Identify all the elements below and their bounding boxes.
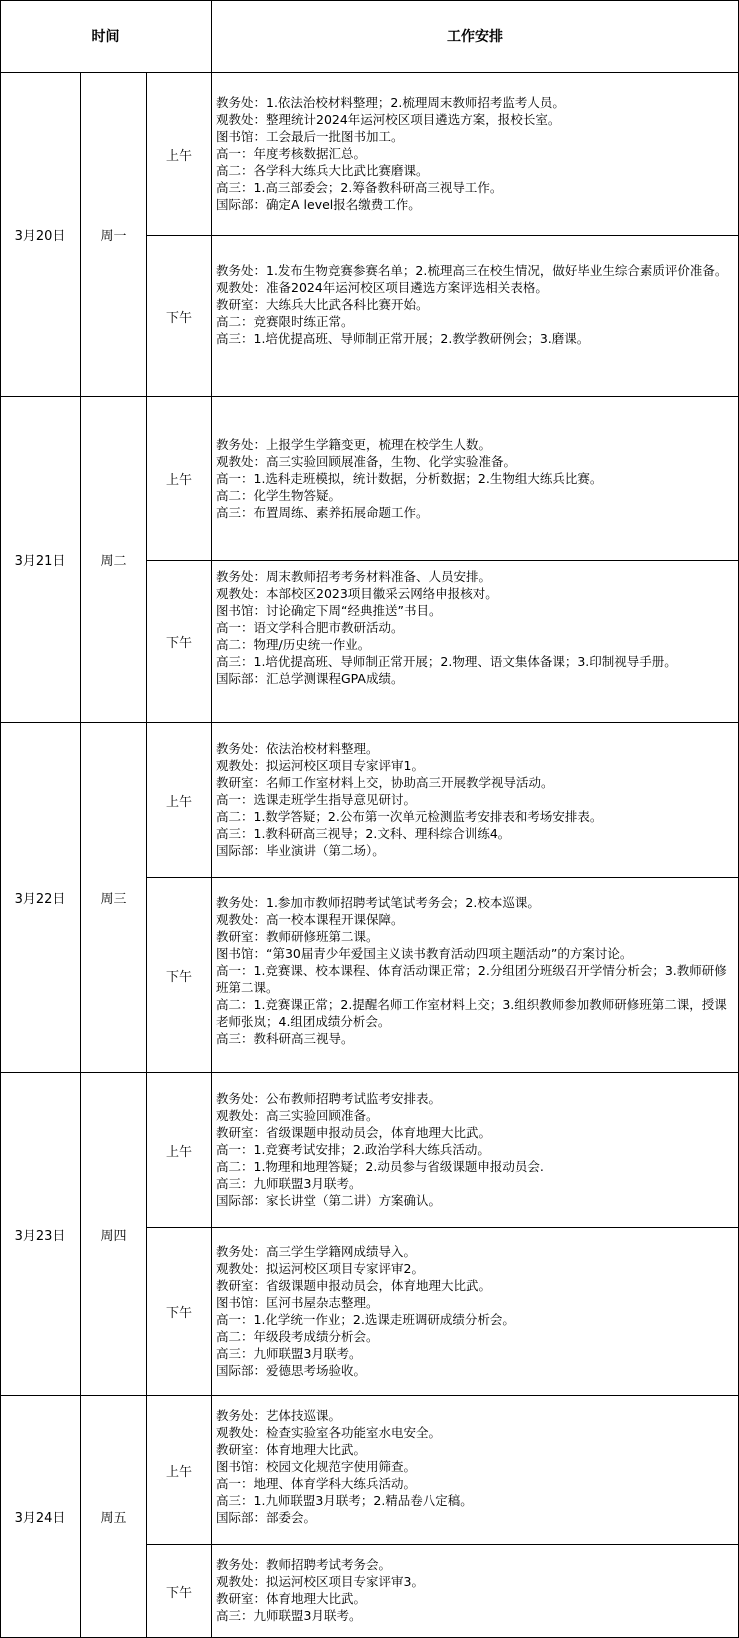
work-item: 高二：化学生物答疑。 xyxy=(216,488,342,503)
work-item: 教务处：1.依法治校材料整理；2.梳理周末教师招考监考人员。 xyxy=(216,95,565,110)
work-item: 教务处：高三学生学籍网成绩导入。 xyxy=(216,1244,417,1259)
work-items xyxy=(216,1556,734,1624)
header-work: 工作安排 xyxy=(447,29,503,45)
work-item: 高二：1.物理和地理答疑；2.动员参与省级课题申报动员会. xyxy=(216,1159,544,1174)
period-cell: 下午 xyxy=(165,969,192,985)
work-item: 高一：1.化学统一作业；2.选课走班调研成绩分析会。 xyxy=(216,1312,515,1327)
work-items xyxy=(216,894,734,1047)
work-item: 高三：九师联盟3月联考。 xyxy=(216,1608,362,1623)
work-item: 高一：选课走班学生指导意见研讨。 xyxy=(216,792,417,807)
work-item: 高一：1.竞赛课、校本课程、体育活动课正常；2.分组团分班级召开学情分析会；3.教师研修班第二课。 xyxy=(216,963,727,995)
work-item: 高三：1.教科研高三视导；2.文科、理科综合训练4。 xyxy=(216,826,511,841)
period-cell: 下午 xyxy=(165,1306,192,1321)
grid-line xyxy=(146,235,739,236)
work-item: 教研室：大练兵大比武各科比赛开始。 xyxy=(216,297,429,312)
work-item: 高三：1.九师联盟3月联考；2.精品卷八定稿。 xyxy=(216,1493,473,1508)
work-item: 国际部：部委会。 xyxy=(216,1510,317,1525)
work-item: 观教处：准备2024年运河校区项目遴选方案评选相关表格。 xyxy=(216,280,548,295)
work-item: 观教处：整理统计2024年运河校区项目遴选方案，报校长室。 xyxy=(216,112,561,127)
work-item: 观教处：拟运河校区项目专家评审1。 xyxy=(216,758,424,773)
work-item: 高二：各学科大练兵大比武比赛磨课。 xyxy=(216,163,429,178)
work-item: 高一：1.选科走班模拟，统计数据，分析数据；2.生物组大练兵比赛。 xyxy=(216,471,603,486)
work-items xyxy=(216,94,734,213)
work-item: 观教处：检查实验室各功能室水电安全。 xyxy=(216,1425,442,1440)
work-item: 教研室：教师研修班第二课。 xyxy=(216,929,379,944)
work-item: 高二：物理/历史统一作业。 xyxy=(216,637,371,652)
work-item: 教研室：省级课题申报动员会，体育地理大比武。 xyxy=(216,1278,492,1293)
date-cell: 3月24日 xyxy=(14,1511,66,1526)
work-item: 教研室：名师工作室材料上交，协助高三开展教学视导活动。 xyxy=(216,775,554,790)
weekday-cell: 周一 xyxy=(100,229,127,244)
period-cell: 上午 xyxy=(165,473,192,488)
period-cell: 上午 xyxy=(165,1144,192,1160)
weekday-cell: 周四 xyxy=(100,1228,127,1244)
work-item: 高二：1.竞赛课正常；2.提醒名师工作室材料上交；3.组织教师参加教师研修班第二课，授课老师张岚；4.组团成绩分析会。 xyxy=(216,997,727,1029)
work-item: 教务处：公布教师招聘考试监考安排表。 xyxy=(216,1091,442,1106)
work-item: 高一：语文学科合肥市教研活动。 xyxy=(216,620,404,635)
weekday-cell: 周二 xyxy=(100,554,127,569)
work-item: 国际部：毕业演讲（第二场）。 xyxy=(216,843,385,858)
date-cell: 3月23日 xyxy=(14,1228,66,1244)
work-items xyxy=(216,1407,734,1526)
work-item: 教务处：1.参加市教师招聘考试笔试考务会；2.校本巡课。 xyxy=(216,895,540,910)
work-item: 图书馆：匡河书屋杂志整理。 xyxy=(216,1295,379,1310)
period-cell: 上午 xyxy=(165,794,192,810)
work-item: 教务处：依法治校材料整理。 xyxy=(216,741,379,756)
grid-line xyxy=(146,1544,739,1545)
work-items xyxy=(216,1243,734,1379)
work-item: 图书馆：工会最后一批图书加工。 xyxy=(216,129,404,144)
work-item: 观教处：高三实验回顾准备。 xyxy=(216,1108,379,1123)
work-item: 高三：布置周练、素养拓展命题工作。 xyxy=(216,505,429,520)
work-item: 国际部：家长讲堂（第二讲）方案确认。 xyxy=(216,1193,442,1208)
date-cell: 3月22日 xyxy=(14,892,66,907)
work-item: 高三：1.培优提高班、导师制正常开展；2.教学教研例会；3.磨课。 xyxy=(216,331,590,346)
work-item: 国际部：爱德思考场验收。 xyxy=(216,1363,367,1378)
period-cell: 上午 xyxy=(165,148,192,164)
work-item: 教研室：省级课题申报动员会，体育地理大比武。 xyxy=(216,1125,492,1140)
header-time: 时间 xyxy=(91,29,120,45)
work-item: 高一：年度考核数据汇总。 xyxy=(216,146,367,161)
work-item: 高三：九师联盟3月联考。 xyxy=(216,1176,362,1191)
work-items xyxy=(216,568,734,687)
period-cell: 上午 xyxy=(165,1464,192,1480)
grid-line xyxy=(146,1227,739,1228)
work-item: 观教处：拟运河校区项目专家评审3。 xyxy=(216,1574,424,1589)
period-cell: 下午 xyxy=(165,1585,192,1601)
work-item: 高二：年级段考成绩分析会。 xyxy=(216,1329,379,1344)
work-item: 观教处：高三实验回顾展准备，生物、化学实验准备。 xyxy=(216,454,517,469)
work-item: 高二：1.数学答疑；2.公布第一次单元检测监考安排表和考场安排表。 xyxy=(216,809,603,824)
work-item: 教研室：体育地理大比武。 xyxy=(216,1442,367,1457)
weekday-cell: 周五 xyxy=(100,1511,127,1526)
work-item: 高二：竞赛限时练正常。 xyxy=(216,314,354,329)
work-item: 图书馆：“第30届青少年爱国主义读书教育活动四项主题活动”的方案讨论。 xyxy=(216,946,633,961)
work-item: 图书馆：讨论确定下周“经典推送”书目。 xyxy=(216,603,442,618)
grid-line xyxy=(211,0,212,1638)
work-item: 观教处：本部校区2023项目徽采云网络申报核对。 xyxy=(216,586,498,601)
work-item: 观教处：高一校本课程开课保障。 xyxy=(216,912,404,927)
period-cell: 下午 xyxy=(165,636,192,651)
date-cell: 3月20日 xyxy=(14,229,66,244)
work-items xyxy=(216,436,734,521)
work-item: 教务处：1.发布生物竞赛参赛名单；2.梳理高三在校生情况，做好毕业生综合素质评价准备。 xyxy=(216,263,728,278)
work-item: 高三：1.培优提高班、导师制正常开展；2.物理、语文集体备课；3.印制视导手册。 xyxy=(216,654,677,669)
weekday-cell: 周三 xyxy=(100,892,127,907)
work-item: 国际部：确定A level报名缴费工作。 xyxy=(216,197,421,212)
work-item: 教务处：上报学生学籍变更，梳理在校学生人数。 xyxy=(216,437,492,452)
work-item: 高一：1.竞赛考试安排；2.政治学科大练兵活动。 xyxy=(216,1142,490,1157)
work-item: 国际部：汇总学测课程GPA成绩。 xyxy=(216,671,404,686)
work-item: 教研室：体育地理大比武。 xyxy=(216,1591,367,1606)
work-item: 教务处：周末教师招考考务材料准备、人员安排。 xyxy=(216,569,492,584)
grid-line xyxy=(146,877,739,878)
period-cell: 下午 xyxy=(165,310,192,326)
grid-line xyxy=(146,560,739,561)
work-items xyxy=(216,1090,734,1209)
work-item: 观教处：拟运河校区项目专家评审2。 xyxy=(216,1261,424,1276)
work-item: 高三：教科研高三视导。 xyxy=(216,1031,354,1046)
work-item: 图书馆：校园文化规范字使用筛查。 xyxy=(216,1459,417,1474)
work-item: 高三：九师联盟3月联考。 xyxy=(216,1346,362,1361)
work-items xyxy=(216,262,734,347)
work-item: 教务处：艺体技巡课。 xyxy=(216,1408,342,1423)
work-items xyxy=(216,740,734,859)
work-item: 高三：1.高三部委会；2.筹备教科研高三视导工作。 xyxy=(216,180,503,195)
work-item: 教务处：教师招聘考试考务会。 xyxy=(216,1557,392,1572)
work-item: 高一：地理、体育学科大练兵活动。 xyxy=(216,1476,417,1491)
date-cell: 3月21日 xyxy=(14,554,66,569)
